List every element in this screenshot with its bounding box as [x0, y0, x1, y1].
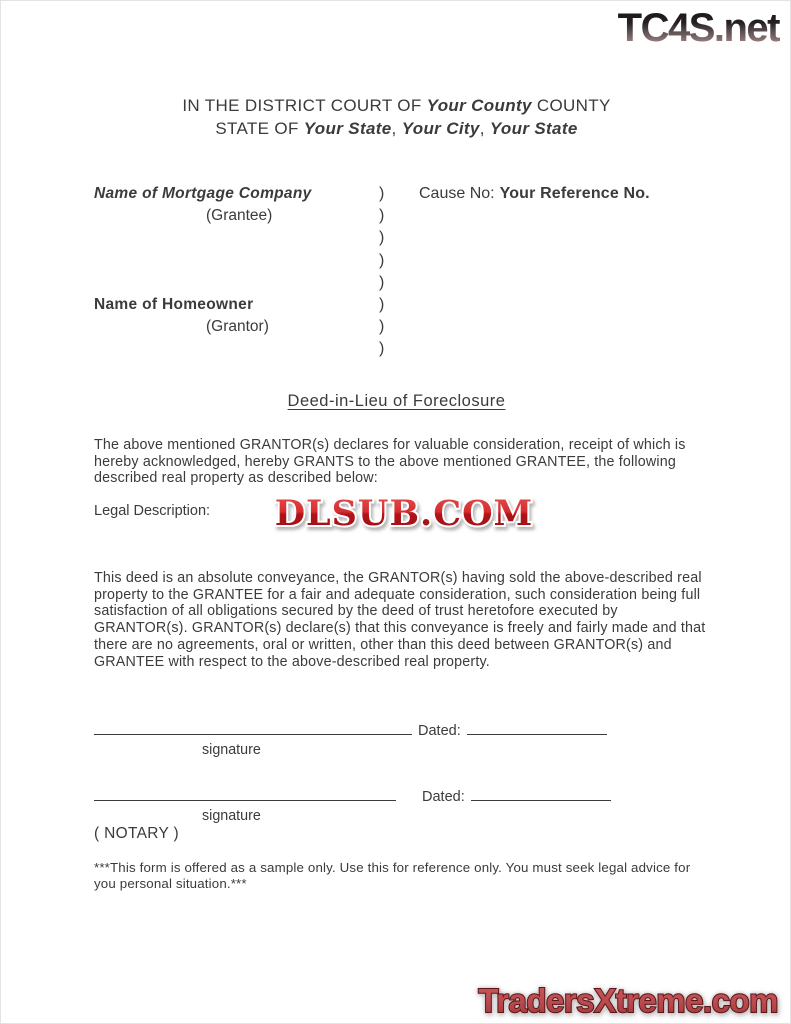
paragraph-conveyance-clause: This deed is an absolute conveyance, the GRANTOR(s) having sold the above-described real property to the GRANTEE for a fair and adequate consideration, such consideration being full satisfaction of all obligations secured by the deed of trust heretofore executed by GRANTOR(s). GRANTOR(s) declare(s) that this conveyance is freely and fairly made and that there are no agreements, oral or written, other than this deed between GRANTOR(s) and GRANTEE with respect to the above-described real property.: [94, 570, 706, 670]
cause-number-label: Cause No:: [419, 185, 495, 202]
signature-caption: signature: [202, 742, 261, 758]
header-sep2: ,: [479, 119, 490, 138]
paragraph-grant-clause: The above mentioned GRANTOR(s) declares for valuable consideration, receipt of which is hereby acknowledged, hereby GRANTS to the above mentioned GRANTEE, the following described real property as described below:: [94, 437, 686, 487]
spacer-row: [94, 250, 386, 272]
signature-caption: signature: [202, 808, 261, 824]
bracket: ): [379, 318, 385, 336]
notary-label: ( NOTARY ): [94, 825, 179, 842]
cause-number-value: Your Reference No.: [499, 185, 650, 202]
signature-block-grantor1: [94, 720, 734, 758]
sample-disclaimer: ***This form is offered as a sample only. Use this for reference only. You must seek legal advice for you personal situation.***: [94, 860, 691, 892]
grantee-name: Name of Mortgage Company: [94, 185, 312, 202]
signature-line: [94, 786, 396, 801]
court-header-line2: [1, 117, 791, 140]
bracket: ): [379, 295, 385, 313]
tradersxtreme-watermark-text: TradersXtreme.com: [478, 982, 778, 1019]
court-header: [1, 94, 791, 140]
header-state-name: Your State: [303, 119, 392, 138]
cause-number-line: [419, 183, 650, 205]
dated-label: Dated:: [418, 723, 461, 739]
legal-description-label: Legal Description:: [94, 503, 211, 519]
bracket: ): [379, 207, 385, 225]
tc4s-watermark: [582, 3, 782, 49]
header-line1-post: COUNTY: [531, 96, 611, 115]
header-city-name: Your City: [401, 119, 480, 138]
grantee-role-label: (Grantee): [206, 207, 273, 225]
header-sep1: ,: [391, 119, 402, 138]
party-column: [94, 183, 386, 338]
bracket: ): [379, 340, 385, 358]
signature-line: [94, 720, 412, 735]
dated-label: Dated:: [422, 789, 465, 805]
spacer-row: [94, 272, 386, 294]
signature-block-notary: [94, 786, 734, 843]
tc4s-watermark-text: TC4S.net: [617, 6, 779, 49]
bracket: ): [379, 273, 385, 291]
grantor-name: Name of Homeowner: [94, 295, 254, 313]
grantor-role-label: (Grantor): [206, 318, 269, 336]
court-header-line1: [1, 94, 791, 117]
spacer-row: [94, 227, 386, 249]
tradersxtreme-watermark: [466, 980, 782, 1022]
bracket: ): [379, 229, 385, 247]
header-state-name2: Your State: [489, 119, 578, 138]
header-county-name: Your County: [426, 96, 532, 115]
document-title: Deed-in-Lieu of Foreclosure: [287, 392, 506, 410]
header-line2-pre: STATE OF: [215, 119, 304, 138]
dlsub-watermark-text: DLSUB.COM: [274, 493, 534, 534]
caption-bracket-column: [379, 183, 384, 361]
date-line: [471, 786, 611, 801]
date-line: [467, 720, 607, 735]
case-caption: [94, 183, 704, 365]
bracket: ): [379, 185, 385, 202]
bracket: ): [379, 251, 385, 269]
dlsub-watermark: [259, 487, 549, 537]
header-line1-pre: IN THE DISTRICT COURT OF: [182, 96, 427, 115]
